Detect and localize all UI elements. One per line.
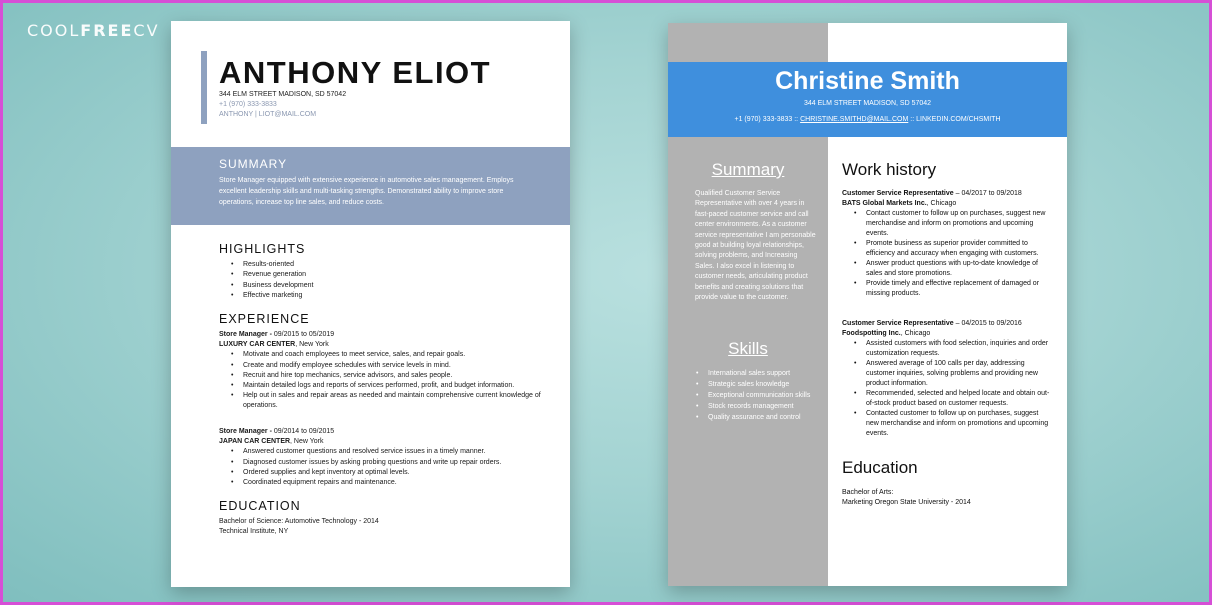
work-history-heading: Work history — [842, 160, 937, 179]
school-text: Marketing Oregon State University - 2014 — [842, 499, 971, 506]
experience-heading: EXPERIENCE — [219, 312, 310, 326]
skills-list — [684, 368, 810, 423]
degree-text: Bachelor of Arts: — [842, 489, 894, 496]
list-item: • Create and modify employee schedules with service levels in mind. — [219, 361, 549, 371]
list-item: • Recommended, selected and helped locate and obtain out-of-stock product based on customer requests. — [842, 389, 1052, 409]
resume-anthony-eliot — [171, 21, 570, 587]
education-heading: EDUCATION — [219, 499, 301, 513]
list-item: • Answered average of 100 calls per day, addressing customer inquiries, solving problems and providing new product information. — [842, 359, 1052, 389]
accent-bar — [201, 51, 207, 124]
list-item: • Contact customer to follow up on purchases, suggest new merchandise and inform on promotions and upcoming events. — [842, 209, 1052, 239]
list-item: • Stock records management — [684, 401, 810, 412]
list-item: • Maintain detailed logs and reports of services performed, profit, and budget information. — [219, 381, 549, 391]
list-item: • Results-oriented — [219, 260, 313, 270]
watermark-logo: COOLFREECV — [27, 21, 160, 40]
job-entry: Customer Service Representative – 04/2015 to 09/2016 Foodspotting Inc., Chicago • Assisted customers with food selection, inquiries and order customization requests. • Answered average of 100 calls per day, addressing customer inquiries, solving problems and providing new product information. • Recommended, selected and helped locate and obtain out-of-stock product based on customer requests. • Contacted customer to follow up on purchases, suggest new merchandise and inform on promotions and upcoming events. — [842, 319, 1052, 439]
resume-christine-smith — [668, 23, 1067, 586]
list-item: • Ordered supplies and kept inventory at optimal levels. — [219, 468, 549, 478]
summary-text: Store Manager equipped with extensive experience in automotive sales management. Employs excellent leadership skills and multi-tasking strengths. Demonstrated ability to improve store operations, increase top line sales, and reduce costs. — [219, 177, 514, 206]
contact-block — [219, 90, 346, 120]
contact-line: +1 (970) 333-3833 :: CHRISTINE.SMITHD@MAIL.COM :: LINKEDIN.COM/CHSMITH — [734, 116, 1001, 123]
phone-text: +1 (970) 333-3833 — [734, 116, 793, 123]
summary-text: Qualified Customer Service Representative with over 4 years in fast-paced customer service and call center environments. As a customer service representative I am personable good at building loyal relationships, solving problems, and Increasing Sales. I also excel in listening to customer needs, articulating product benefits and creating solutions that provide value to the customer. — [695, 190, 816, 302]
list-item: • International sales support — [684, 368, 810, 379]
email-text: ANTHONY | LIOT@MAIL.COM — [219, 111, 317, 118]
summary-heading: SUMMARY — [219, 157, 288, 171]
list-item: • Provide timely and effective replacement of damaged or missing products. — [842, 279, 1052, 299]
list-item: • Diagnosed customer issues by asking probing questions and write up repair orders. — [219, 458, 549, 468]
list-item: • Assisted customers with food selection, inquiries and order customization requests. — [842, 339, 1052, 359]
education-heading: Education — [842, 458, 918, 477]
list-item: • Answered customer questions and resolved service issues in a timely manner. — [219, 447, 549, 457]
list-item: • Contacted customer to follow up on purchases, suggest new merchandise and inform on promotions and upcoming events. — [842, 409, 1052, 439]
list-item: • Help out in sales and repair areas as needed and maintain comprehensive current knowledge of operations. — [219, 391, 549, 411]
summary-heading: Summary — [711, 160, 785, 179]
summary-band — [171, 147, 570, 225]
degree-text: Bachelor of Science: Automotive Technology - 2014 — [219, 518, 379, 525]
job-entry: Store Manager - 09/2014 to 09/2015 JAPAN CAR CENTER, New York • Answered customer questions and resolved service issues in a timely manner. • Diagnosed customer issues by asking probing questions and write up repair orders. • Ordered supplies and kept inventory at optimal levels. • Coordinated equipment repairs and maintenance. — [219, 427, 549, 488]
list-item: • Strategic sales knowledge — [684, 379, 810, 390]
list-item: • Business development — [219, 281, 313, 291]
highlights-list — [219, 260, 313, 301]
list-item: • Recruit and hire top mechanics, service advisors, and sales people. — [219, 371, 549, 381]
highlights-heading: HIGHLIGHTS — [219, 242, 306, 256]
list-item: • Coordinated equipment repairs and maintenance. — [219, 478, 549, 488]
phone-text: +1 (970) 333-3833 — [219, 101, 277, 108]
list-item: • Quality assurance and control — [684, 412, 810, 423]
list-item: • Promote business as superior provider committed to efficiency and accuracy when engaging with customers. — [842, 239, 1052, 259]
list-item: • Motivate and coach employees to meet service, sales, and repair goals. — [219, 350, 549, 360]
list-item: • Effective marketing — [219, 291, 313, 301]
list-item: • Revenue generation — [219, 270, 313, 280]
job-entry: Store Manager - 09/2015 to 05/2019 LUXURY CAR CENTER, New York • Motivate and coach employees to meet service, sales, and repair goals. • Create and modify employee schedules with service levels in mind. • Recruit and hire top mechanics, service advisors, and sales people. • Maintain detailed logs and reports of services performed, profit, and budget information. • Help out in sales and repair areas as needed and maintain comprehensive current knowledge of operations. — [219, 330, 549, 412]
school-text: Technical Institute, NY — [219, 528, 289, 535]
resume-name: ANTHONY ELIOT — [219, 55, 492, 90]
list-item: • Answer product questions with up-to-date knowledge of sales and store promotions. — [842, 259, 1052, 279]
education-block — [219, 517, 379, 537]
linkedin-text: LINKEDIN.COM/CHSMITH — [916, 116, 1001, 123]
address-text: 344 ELM STREET MADISON, SD 57042 — [219, 91, 347, 98]
education-block — [842, 488, 971, 508]
header-band — [668, 62, 1067, 137]
address-text: 344 ELM STREET MADISON, SD 57042 — [803, 100, 932, 107]
list-item: • Exceptional communication skills — [684, 390, 810, 401]
skills-heading: Skills — [728, 339, 768, 358]
job-entry: Customer Service Representative – 04/2017 to 09/2018 BATS Global Markets Inc., Chicago • Contact customer to follow up on purchases, suggest new merchandise and inform on promotions and upcoming events. • Promote business as superior provider committed to efficiency and accuracy when engaging with customers. • Answer product questions with up-to-date knowledge of sales and store promotions. • Provide timely and effective replacement of damaged or missing products. — [842, 189, 1052, 299]
resume-name: Christine Smith — [775, 67, 960, 95]
email-link[interactable]: CHRISTINE.SMITHD@MAIL.COM — [800, 116, 909, 123]
